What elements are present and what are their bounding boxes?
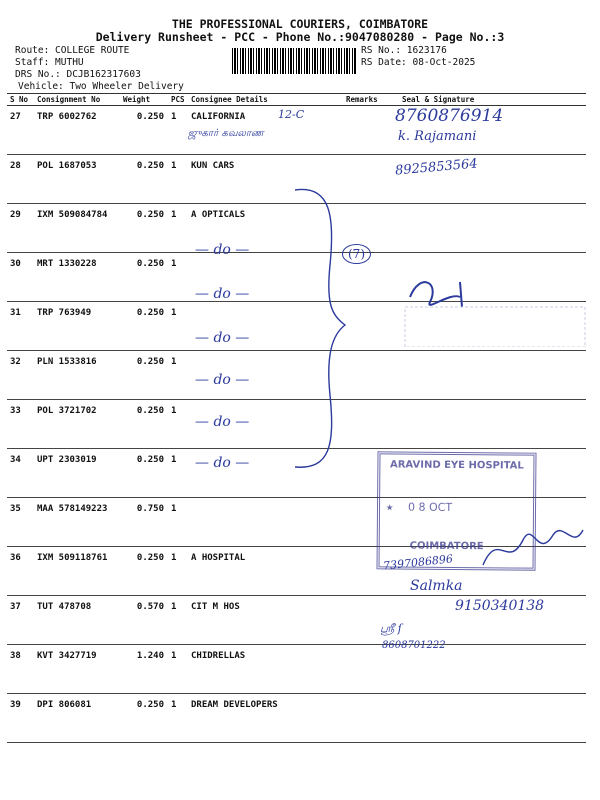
cell-pcs: 1 (168, 596, 188, 645)
ditto-mark: — do — (195, 414, 250, 430)
cell-remarks (343, 596, 399, 645)
cell-weight: 0.250 (120, 400, 168, 449)
cell-pcs: 1 (168, 351, 188, 400)
handwritten-signature-salmka: Salmka (410, 578, 463, 594)
cell-sno: 39 (7, 694, 34, 743)
cell-consignee (188, 498, 343, 547)
company-title: THE PROFESSIONAL COURIERS, COIMBATORE (171, 17, 429, 31)
cell-consignment: UPT 2303019 (34, 449, 120, 498)
signature-hospital (478, 510, 588, 580)
col-header-remarks: Remarks (343, 94, 399, 106)
cell-consignment: TRP 6002762 (34, 106, 120, 155)
cell-weight: 0.250 (120, 106, 168, 155)
cell-consignee: KUN CARS (188, 155, 343, 204)
staff-label: Staff: MUTHU (15, 57, 84, 68)
cell-consignment: KVT 3427719 (34, 645, 120, 694)
handwritten-phone-4: 9150340138 (455, 598, 545, 614)
cell-consignment: DPI 806081 (34, 694, 120, 743)
ditto-mark: — do — (195, 242, 250, 258)
cell-weight: 0.250 (120, 253, 168, 302)
cell-signature (399, 400, 586, 449)
cell-weight: 0.250 (120, 204, 168, 253)
cell-weight: 0.250 (120, 302, 168, 351)
cell-pcs: 1 (168, 645, 188, 694)
cell-signature (399, 645, 586, 694)
runsheet-subtitle: Delivery Runsheet - PCC - Phone No.:9047080280 - Page No.:3 (95, 30, 505, 44)
cell-weight: 0.570 (120, 596, 168, 645)
ditto-mark: — do — (195, 372, 250, 388)
col-header-consignee: Consignee Details (188, 94, 343, 106)
cell-consignee: CALIFORNIA (188, 106, 343, 155)
barcode-image (232, 48, 356, 74)
stamp-title: ARAVIND EYE HOSPITAL (389, 459, 524, 472)
cell-weight: 0.250 (120, 449, 168, 498)
handwritten-tamil-note: ஜுகார் கவலாண (188, 128, 264, 139)
cell-sno: 32 (7, 351, 34, 400)
cell-pcs: 1 (168, 106, 188, 155)
cell-sno: 30 (7, 253, 34, 302)
cell-pcs: 1 (168, 449, 188, 498)
table-row (7, 645, 586, 694)
cell-sno: 35 (7, 498, 34, 547)
col-header-consignment: Consignment No (34, 94, 120, 106)
cell-pcs: 1 (168, 302, 188, 351)
cell-consignment: POL 3721702 (34, 400, 120, 449)
cell-consignee: CHIDRELLAS (188, 645, 343, 694)
brace-mark (290, 185, 370, 475)
star-icon: ★ (385, 499, 394, 514)
cell-weight: 0.250 (120, 547, 168, 596)
ditto-mark: — do — (195, 330, 250, 346)
cell-consignment: IXM 509118761 (34, 547, 120, 596)
handwritten-phone-1: 8760876914 (395, 106, 504, 126)
cell-signature (399, 204, 586, 253)
stamp-city: COIMBATORE (409, 540, 484, 553)
vehicle-label: Vehicle: Two Wheeler Delivery (18, 81, 184, 92)
cell-sno: 36 (7, 547, 34, 596)
ditto-mark: — do — (195, 455, 250, 471)
cell-consignment: POL 1687053 (34, 155, 120, 204)
cell-sno: 37 (7, 596, 34, 645)
cell-consignment: TUT 478708 (34, 596, 120, 645)
cell-weight: 0.250 (120, 351, 168, 400)
signature-optical (400, 262, 590, 347)
route-label: Route: COLLEGE ROUTE (15, 45, 130, 56)
stamp-date: 0 8 OCT (407, 500, 453, 514)
cell-pcs: 1 (168, 694, 188, 743)
handwritten-note-12c: 12-C (278, 108, 305, 121)
cell-sno: 29 (7, 204, 34, 253)
col-header-weight: Weight (120, 94, 168, 106)
handwritten-phone-2: 8925853564 (394, 156, 479, 179)
ditto-mark: — do — (195, 286, 250, 302)
cell-consignee: DREAM DEVELOPERS (188, 694, 343, 743)
table-row (7, 694, 586, 743)
rs-number: RS No.: 1623176 (361, 45, 447, 56)
count-circle-note: (7) (342, 244, 371, 264)
cell-remarks (343, 106, 399, 155)
cell-remarks (343, 694, 399, 743)
cell-consignment: PLN 1533816 (34, 351, 120, 400)
cell-pcs: 1 (168, 498, 188, 547)
cell-consignee: CIT M HOS (188, 596, 343, 645)
cell-consignment: MRT 1330228 (34, 253, 120, 302)
cell-weight: 0.250 (120, 155, 168, 204)
cell-pcs: 1 (168, 547, 188, 596)
rs-date: RS Date: 08-Oct-2025 (361, 57, 476, 68)
cell-weight: 1.240 (120, 645, 168, 694)
cell-consignment: TRP 763949 (34, 302, 120, 351)
cell-sno: 38 (7, 645, 34, 694)
col-header-signature: Seal & Signature (399, 94, 586, 106)
handwritten-phone-5: 8608701222 (382, 640, 446, 651)
cell-signature (399, 351, 586, 400)
cell-signature (399, 694, 586, 743)
handwritten-signature-dream: ஸ்ரீ ſ (380, 622, 402, 635)
cell-sno: 31 (7, 302, 34, 351)
handwritten-phone-3: 7397086896 (382, 552, 454, 573)
cell-sno: 34 (7, 449, 34, 498)
cell-consignment: MAA 578149223 (34, 498, 120, 547)
cell-sno: 28 (7, 155, 34, 204)
cell-consignment: IXM 509084784 (34, 204, 120, 253)
table-header-row (7, 94, 586, 106)
cell-pcs: 1 (168, 400, 188, 449)
handwritten-name: k. Rajamani (398, 129, 477, 144)
cell-weight: 0.750 (120, 498, 168, 547)
cell-sno: 33 (7, 400, 34, 449)
cell-pcs: 1 (168, 155, 188, 204)
col-header-pcs: PCS (168, 94, 188, 106)
col-header-sno: S No (7, 94, 34, 106)
cell-consignee: A HOSPITAL (188, 547, 343, 596)
cell-weight: 0.250 (120, 694, 168, 743)
cell-pcs: 1 (168, 204, 188, 253)
drs-label: DRS No.: DCJB162317603 (15, 69, 141, 80)
cell-pcs: 1 (168, 253, 188, 302)
cell-sno: 27 (7, 106, 34, 155)
cell-remarks (343, 645, 399, 694)
cell-consignee: A OPTICALS (188, 204, 343, 253)
